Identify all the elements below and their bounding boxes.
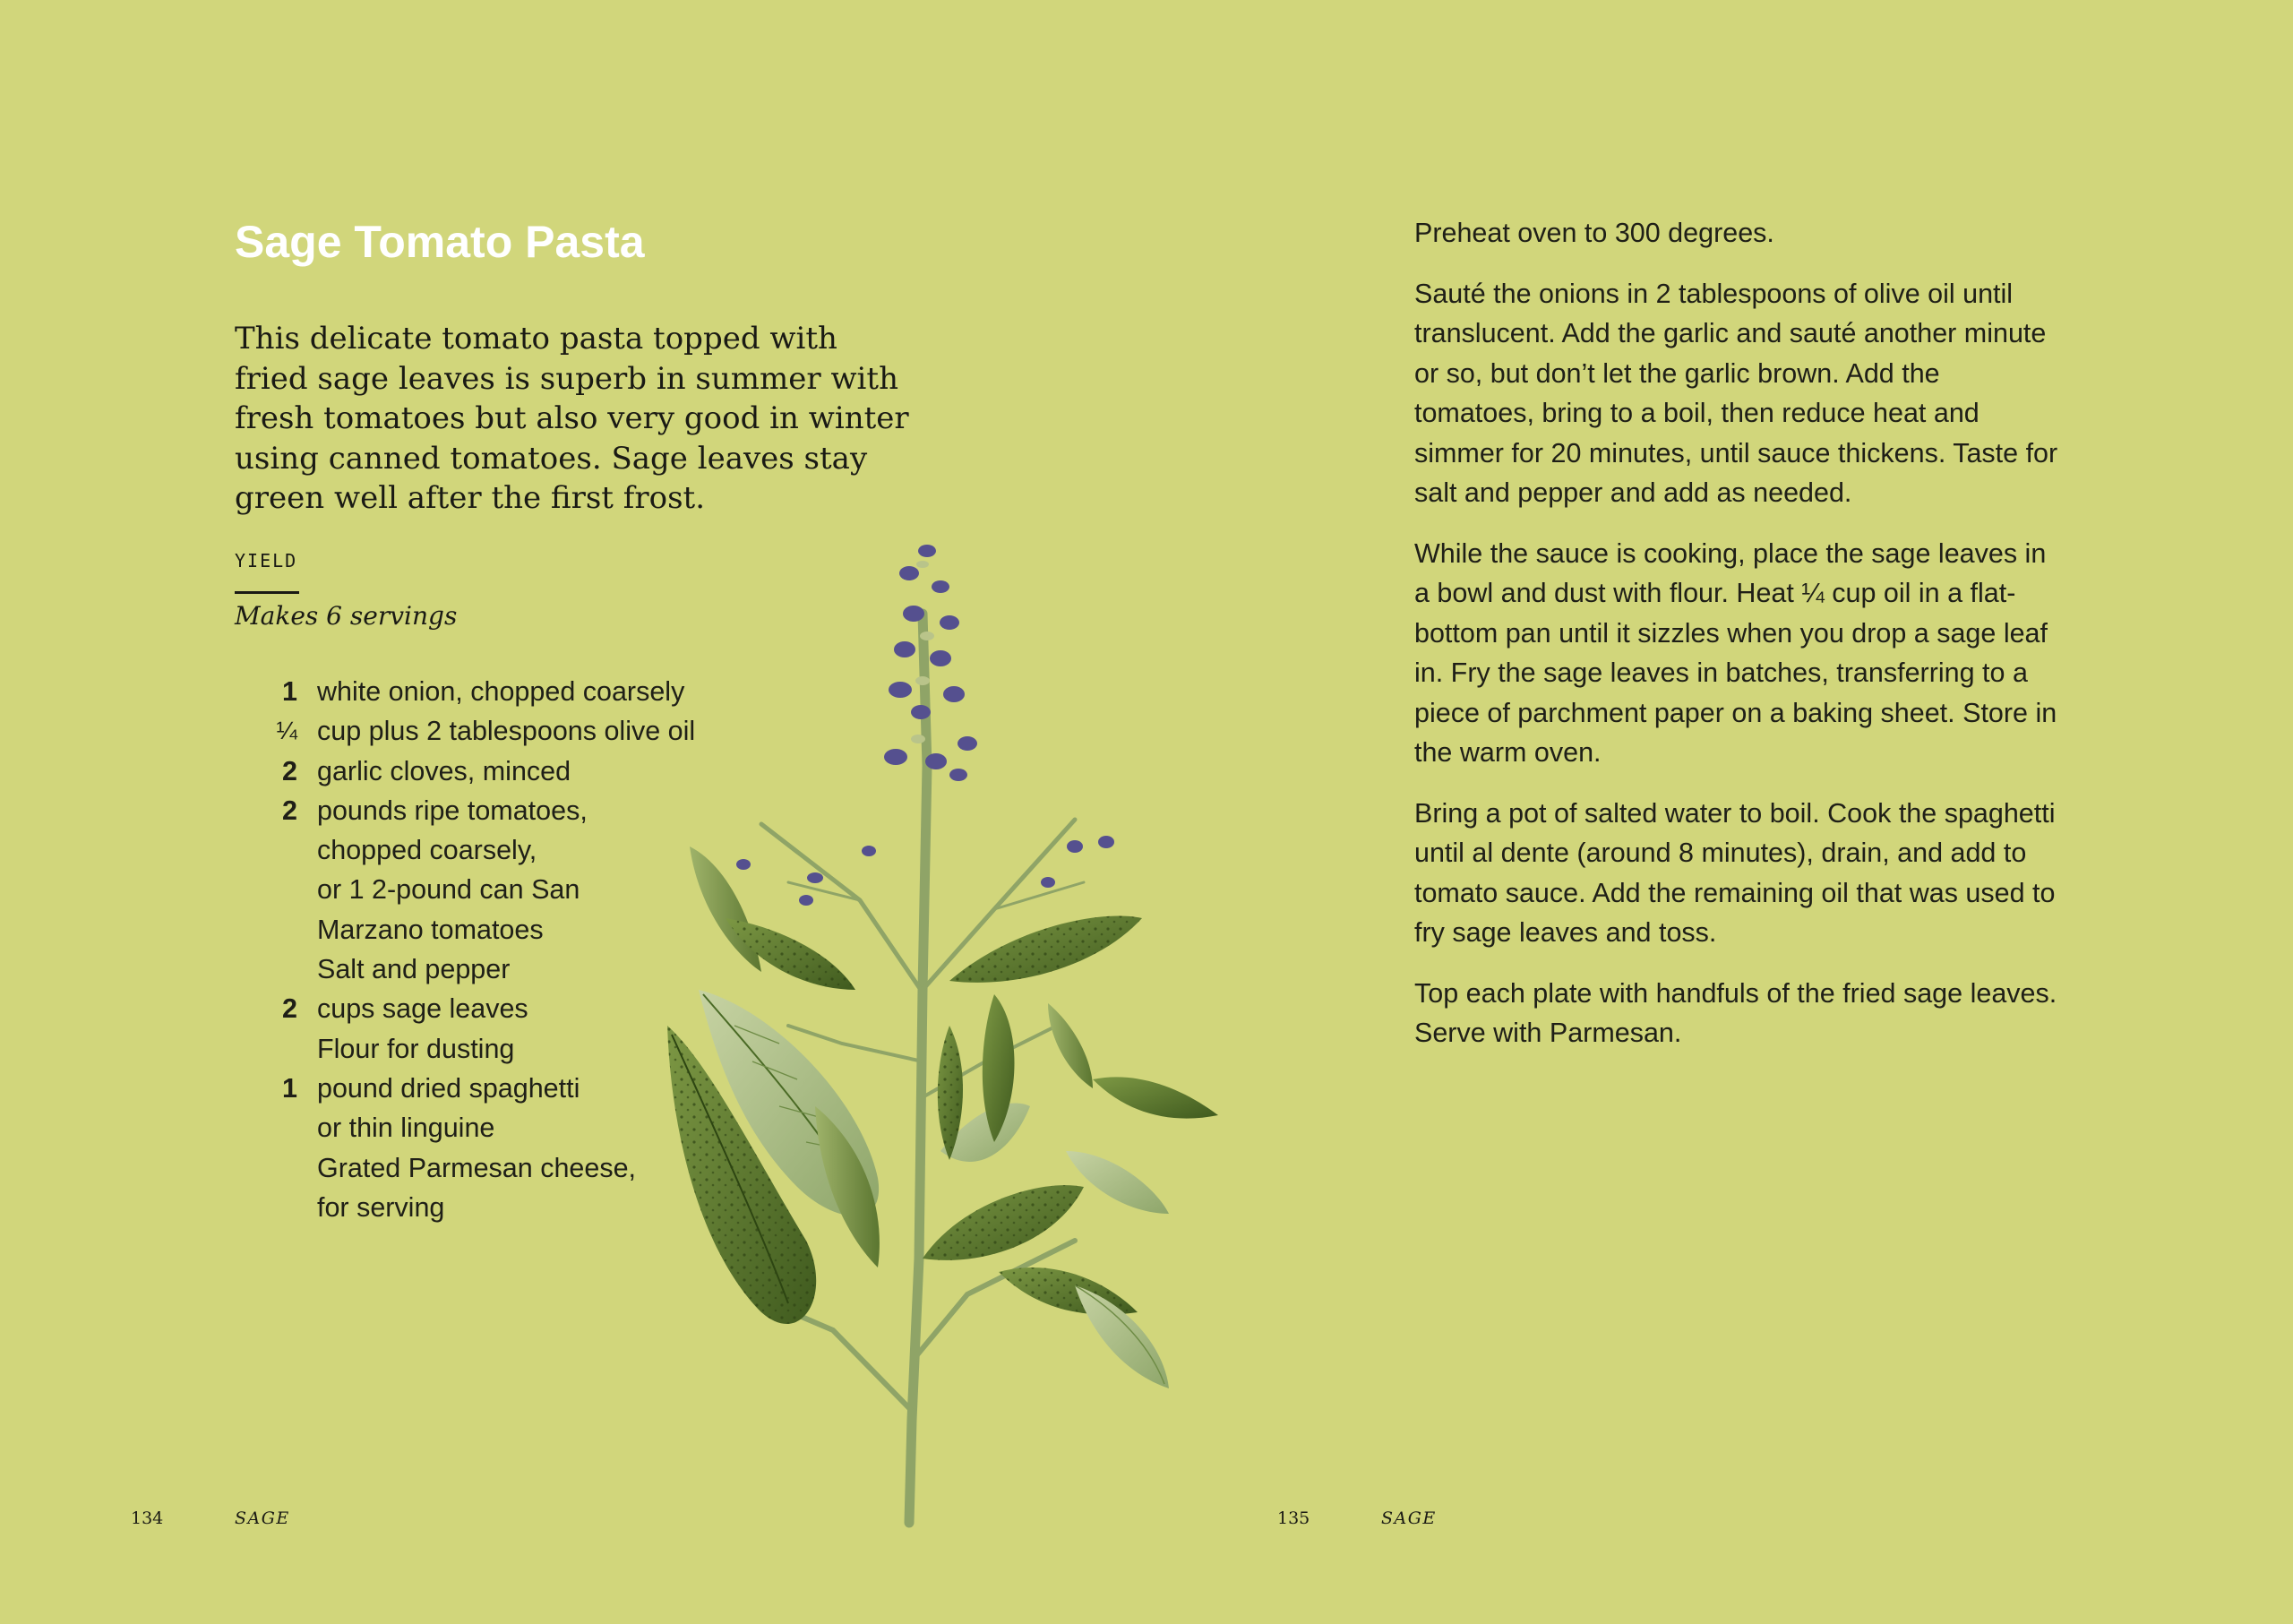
running-head-left: SAGE	[235, 1508, 290, 1528]
ingredient-text: Flour for dusting	[317, 1033, 515, 1064]
right-page	[1146, 0, 2293, 1624]
method-step: Preheat oven to 300 degrees.	[1414, 218, 1774, 248]
ingredient-text: Grated Parmesan cheese, for serving	[317, 1152, 637, 1223]
page-number-right: 135	[1277, 1508, 1310, 1528]
ingredient-quantity: 1	[282, 1072, 297, 1104]
ingredient-quantity: ¼	[276, 717, 297, 745]
method-steps	[1414, 213, 2059, 1074]
yield-value: Makes 6 servings	[235, 601, 458, 631]
yield-label: YIELD	[235, 550, 298, 571]
page-number-left: 134	[131, 1508, 164, 1528]
yield-divider	[235, 591, 299, 594]
method-step: While the sauce is cooking, place the sage leaves in a bowl and dust with flour. Heat ¼ cup oil in a flat-bottom pan until it sizzles when you drop a sage leaf in. Fry the sage leaves in batches, transferring to a piece of parchment paper on a baking sheet. Store in the warm oven.	[1414, 537, 2057, 768]
recipe-title: Sage Tomato Pasta	[235, 217, 645, 267]
method-step: Bring a pot of salted water to boil. Cook the spaghetti until al dente (around 8 minutes), drain, and add to tomato sauce. Add the remaining oil that was used to fry sage leaves and toss.	[1414, 797, 2056, 948]
running-head-right: SAGE	[1381, 1508, 1437, 1528]
ingredient-quantity: 2	[282, 993, 297, 1025]
ingredient-text: cups sage leaves	[317, 993, 528, 1025]
left-page	[0, 0, 1146, 1624]
ingredient-quantity: 2	[282, 795, 297, 826]
ingredient-quantity: 1	[282, 676, 297, 707]
ingredient-quantity: 2	[282, 755, 297, 786]
ingredient-text: cup plus 2 tablespoons olive oil	[317, 716, 696, 747]
method-step: Sauté the onions in 2 tablespoons of olive oil until translucent. Add the garlic and sauté another minute or so, but don’t let the garlic brown. Add the tomatoes, bring to a boil, then reduce heat and simmer for 20 minutes, until sauce thickens. Taste for salt and pepper and add as needed.	[1414, 278, 2058, 508]
ingredient-text: pound dried spaghetti or thin linguine	[317, 1072, 580, 1144]
ingredient-text: white onion, chopped coarsely	[317, 676, 685, 707]
method-step: Top each plate with handfuls of the fried sage leaves. Serve with Parmesan.	[1414, 977, 2057, 1048]
ingredient-text: Salt and pepper	[317, 954, 511, 985]
recipe-intro: This delicate tomato pasta topped with fried sage leaves is superb in summer with fresh tomatoes but also very good in winter using canned tomatoes. Sage leaves stay green well after the first frost.	[235, 321, 909, 516]
ingredient-text: pounds ripe tomatoes, chopped coarsely, or 1 2-pound can San Marzano tomatoes	[317, 795, 588, 945]
ingredient-text: garlic cloves, minced	[317, 755, 571, 786]
